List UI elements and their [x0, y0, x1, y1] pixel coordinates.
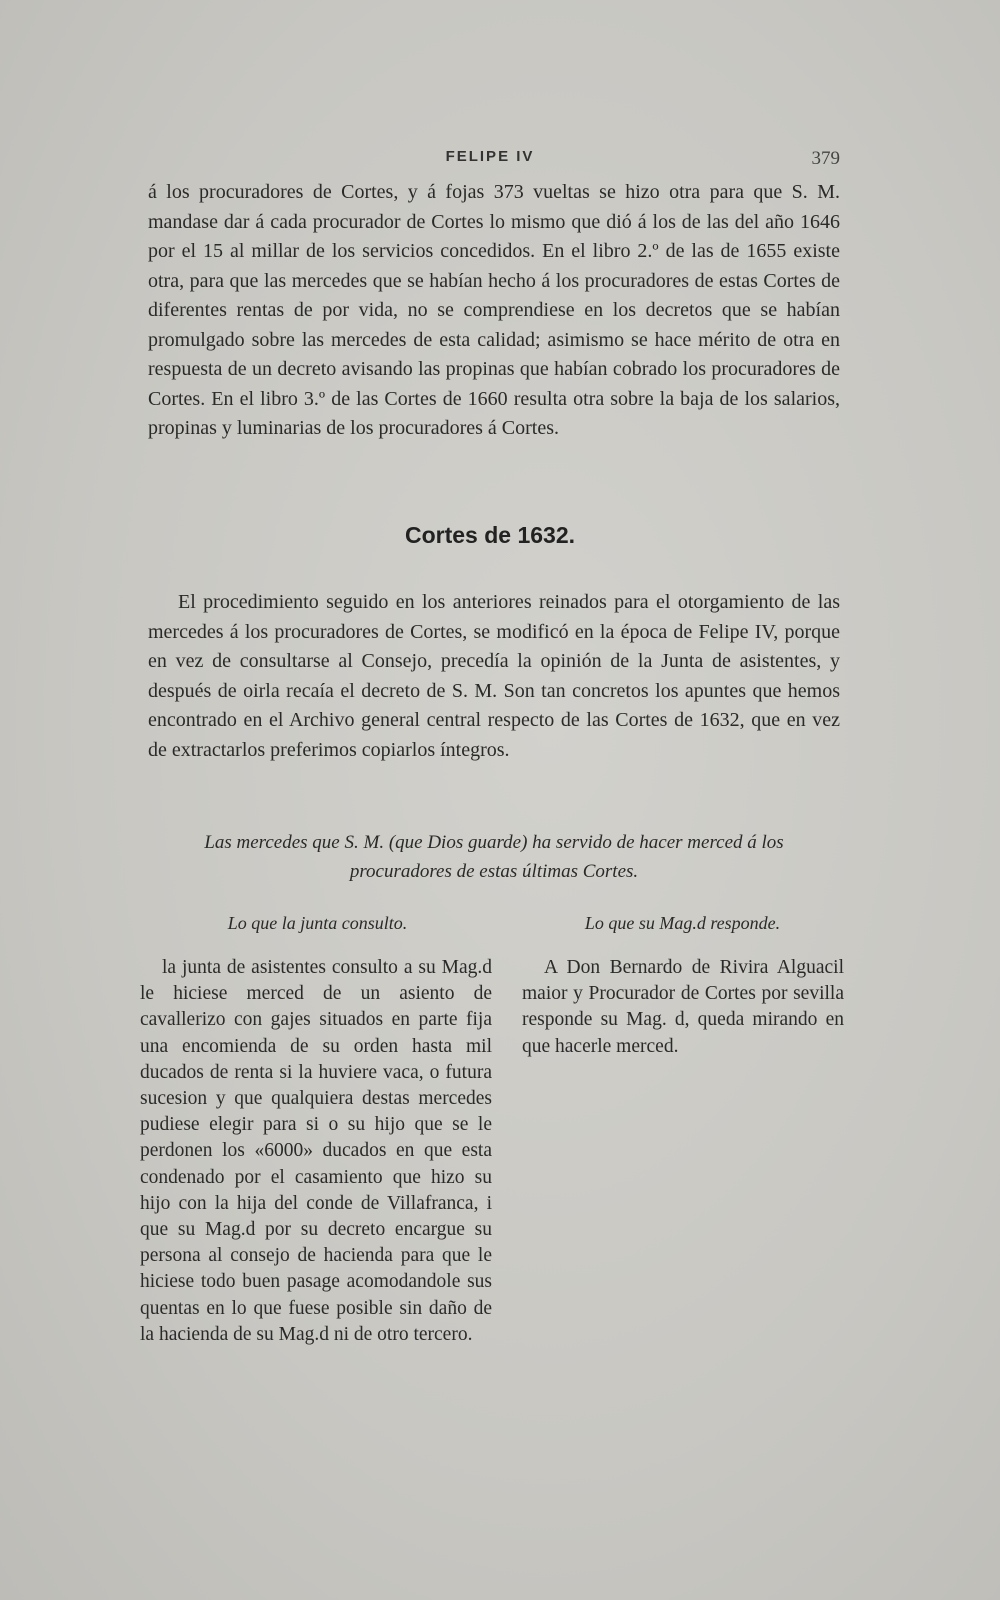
left-column-heading: Lo que la junta consulto.: [227, 913, 408, 933]
caption-line-2: procuradores de estas últimas Cortes.: [349, 861, 639, 882]
section-heading: Cortes de 1632.: [404, 522, 576, 548]
paragraph-1: á los procuradores de Cortes, y á fojas 373 vueltas se hizo otra para que S. M. mandase dar á cada procurador de Cortes lo mismo que dió á los de las del año 1646 por el 15 al millar de los servicios concedidos. En el libro 2.º de las de 1655 existe otra, para que las mercedes que se habían hecho á los procuradores de estas Cortes de diferentes rentas de por vida, no se comprendiese en los decretos que se habían promulgado sobre las mercedes de esta calidad; asimismo se hace mérito de otra en respuesta de un decreto avisando las propinas que habían cobrado los procuradores de Cortes. En el libro 3.º de las Cortes de 1660 resulta otra sobre la baja de los salarios, propinas y luminarias de los procuradores á Cortes.: [148, 181, 840, 439]
right-column-text: A Don Bernardo de Rivira Alguacil maior y Procurador de Cortes por sevilla responde su Mag. d, queda mirando en que hacerle merced.: [522, 957, 844, 1057]
left-column-text: la junta de asistentes consulto a su Mag.d le hiciese merced de un asiento de cavallerizo con gajes situados en parte fija una encomienda de su orden hasta mil ducados de renta si la huviere vaca, o futura sucesion y que qualquiera destas mercedes pudiese elegir para si o su hijo que se le perdonen los «6000» ducados en que esta condenado por el casamiento que hizo su hijo con la hija del conde de Villafranca, i que su Mag.d por su decreto encargue su persona al consejo de hacienda para que le hiciese todo buen pasage acomodandole sus quentas en lo que fuese posible sin daño de la hacienda de su Mag.d ni de otro tercero.: [140, 957, 492, 1345]
page-header: [140, 148, 840, 172]
table-caption: [148, 828, 840, 886]
paragraph-2: El procedimiento seguido en los anteriores reinados para el otorgamiento de las mercedes á los procuradores de Cortes, se modificó en la época de Felipe IV, porque en vez de consultarse al Consejo, precedía la opinión de la Junta de asistentes, y después de oirla recaía el decreto de S. M. Son tan concretos los apuntes que hemos encontrado en el Archivo general central respecto de las Cortes de 1632, que en vez de extractarlos preferimos copiarlos íntegros.: [148, 591, 840, 761]
caption-line-1: Las mercedes que S. M. (que Dios guarde) ha servido de hacer merced á los: [204, 832, 784, 853]
page-number: 379: [811, 148, 840, 169]
running-title: FELIPE IV: [445, 148, 535, 165]
right-column-heading: Lo que su Mag.d responde.: [584, 913, 781, 933]
